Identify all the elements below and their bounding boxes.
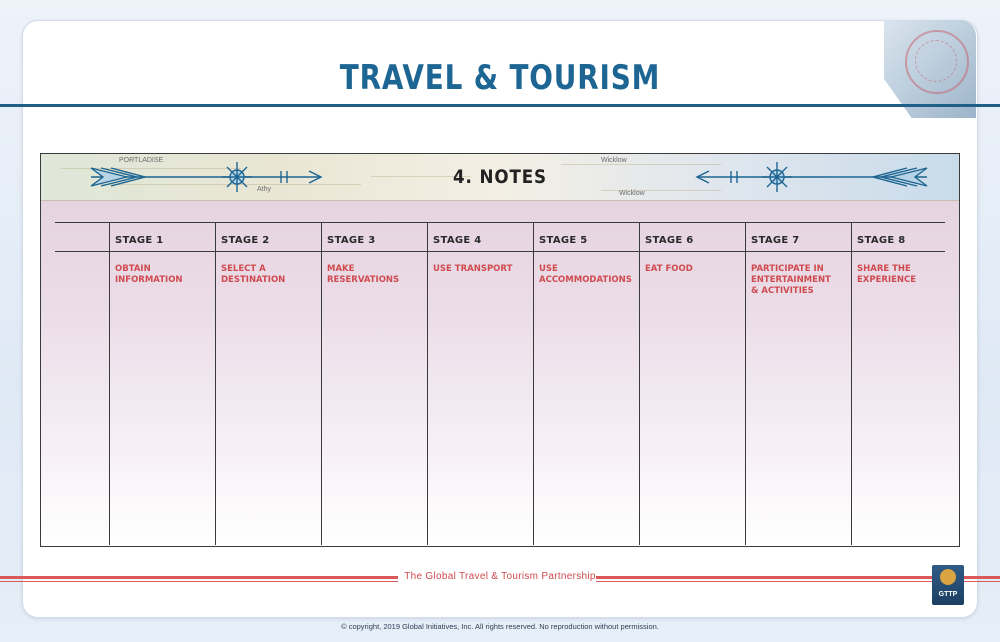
stage-6-description: EAT FOOD: [645, 264, 693, 274]
stage-5-header: STAGE 5: [539, 235, 588, 246]
notes-panel: [40, 153, 960, 547]
gttp-logo-text: GTTP: [938, 591, 958, 598]
stage-6-header: STAGE 6: [645, 235, 694, 246]
partnership-text: The Global Travel & Tourism Partnership: [404, 571, 596, 582]
map-label: Athy: [257, 186, 272, 193]
map-label: Wicklow: [601, 157, 627, 164]
stage-7-description: PARTICIPATE IN ENTERTAINMENT & ACTIVITIES: [751, 264, 831, 296]
stage-4-header: STAGE 4: [433, 235, 482, 246]
notes-heading: 4. NOTES: [453, 166, 547, 188]
passport-stamp-inner-icon: [915, 40, 957, 82]
stage-8-header: STAGE 8: [857, 235, 906, 246]
stage-1-description: OBTAIN INFORMATION: [115, 264, 183, 285]
stage-3-description: MAKE RESERVATIONS: [327, 264, 400, 285]
stage-2-header: STAGE 2: [221, 235, 270, 246]
header-divider: [0, 104, 1000, 107]
stage-1-header: STAGE 1: [115, 235, 164, 246]
stages-table: [55, 222, 945, 545]
map-label: PORTLADISE: [119, 157, 164, 164]
map-label: Wicklow: [619, 190, 645, 197]
copyright-notice: © copyright, 2019 Global Initiatives, Inc. All rights reserved. No reproduction without permission.: [341, 622, 659, 631]
stage-7-header: STAGE 7: [751, 235, 800, 246]
stage-5-description: USE ACCOMMODATIONS: [539, 264, 632, 285]
globe-icon: [940, 569, 956, 585]
stage-8-description: SHARE THE EXPERIENCE: [857, 264, 917, 285]
page-title: TRAVEL & TOURISM: [339, 58, 661, 98]
stage-4-description: USE TRANSPORT: [433, 264, 513, 274]
stage-2-description: SELECT A DESTINATION: [221, 264, 286, 285]
gttp-logo: [932, 565, 964, 605]
map-banner: [41, 154, 959, 201]
stage-3-header: STAGE 3: [327, 235, 376, 246]
